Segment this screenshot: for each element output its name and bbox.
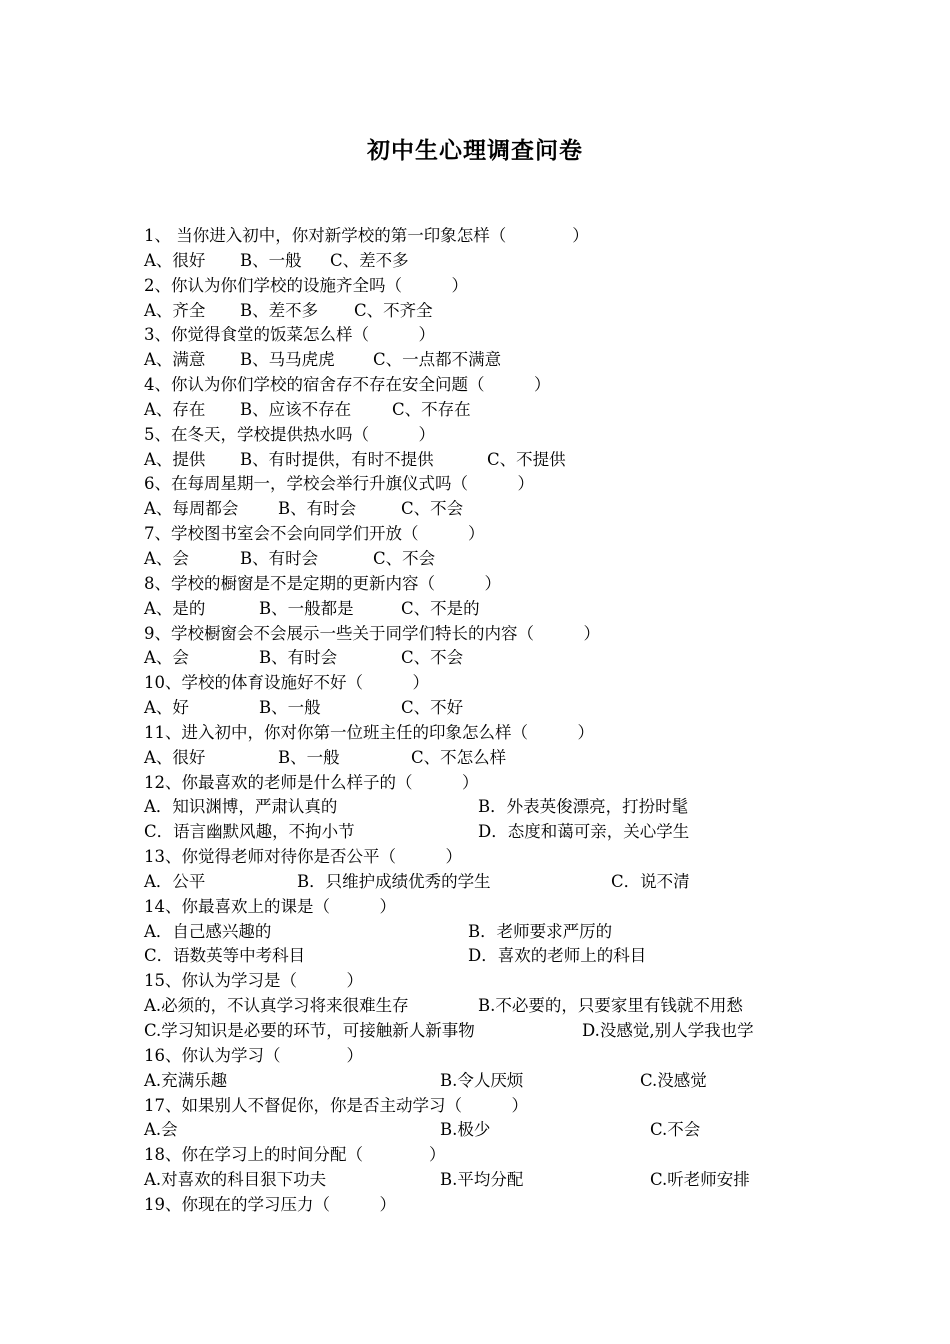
option-b: B、有时会 (240, 548, 319, 568)
option-c: C、不齐全 (354, 300, 433, 320)
option-b: B.极少 (440, 1120, 491, 1140)
option-a: A.充满乐趣 (144, 1070, 228, 1090)
option-c: C、一点都不满意 (373, 350, 502, 370)
option-a: A、会 (144, 548, 189, 568)
option-row (144, 497, 824, 522)
option-c: C.没感觉 (640, 1070, 707, 1090)
option-b: B、有时会 (278, 499, 357, 519)
option-d: D．态度和蔼可亲，关心学生 (478, 822, 690, 842)
option-d: D．喜欢的老师上的科目 (468, 946, 647, 966)
question-text: 12、你最喜欢的老师是什么样子的（ ） (144, 772, 479, 792)
option-row (144, 299, 824, 324)
option-c: C、不怎么样 (411, 747, 507, 767)
option-b: B.令人厌烦 (440, 1070, 524, 1090)
option-b: B、一般 (240, 250, 302, 270)
option-row (144, 1069, 824, 1094)
question-text: 2、你认为你们学校的设施齐全吗（ ） (144, 275, 468, 295)
option-row (144, 398, 824, 423)
option-b: B、有时提供，有时不提供 (240, 449, 434, 469)
option-b: B．老师要求严厉的 (468, 921, 613, 941)
option-c: C．语言幽默风趣，不拘小节 (144, 822, 355, 842)
question-text: 4、你认为你们学校的宿舍存不存在安全问题（ ） (144, 375, 551, 395)
question-text: 14、你最喜欢上的课是（ ） (144, 896, 396, 916)
option-b: B．只维护成绩优秀的学生 (297, 871, 491, 891)
option-b: B．外表英俊漂亮，打扮时髦 (478, 797, 689, 817)
option-row (144, 348, 824, 373)
document-title: 初中生心理调查问卷 (367, 138, 583, 164)
option-c: C.不会 (650, 1120, 701, 1140)
option-b: B.不必要的，只要家里有钱就不用愁 (478, 996, 743, 1016)
option-a: A、会 (144, 648, 189, 668)
option-c: C．说不清 (611, 871, 690, 891)
option-row (144, 1118, 824, 1143)
questionnaire-body (144, 224, 824, 1218)
option-b: B.平均分配 (440, 1170, 524, 1190)
option-row (144, 1019, 824, 1044)
option-c: C、不好 (401, 698, 464, 718)
option-row (144, 646, 824, 671)
option-a: A.必须的，不认真学习将来很难生存 (144, 996, 409, 1016)
option-a: A、很好 (144, 747, 206, 767)
question-text: 10、学校的体育设施好不好（ ） (144, 673, 429, 693)
question-text: 15、你认为学习是（ ） (144, 971, 363, 991)
option-b: B、差不多 (240, 300, 319, 320)
option-a: A.会 (144, 1120, 178, 1140)
option-a: A.对喜欢的科目狠下功夫 (144, 1170, 327, 1190)
option-c: C、不提供 (487, 449, 566, 469)
option-b: B、一般 (259, 698, 321, 718)
option-c: C、不会 (401, 499, 464, 519)
question-text: 17、如果别人不督促你，你是否主动学习（ ） (144, 1095, 528, 1115)
option-b: B、一般 (278, 747, 340, 767)
question-text: 18、你在学习上的时间分配（ ） (144, 1145, 446, 1165)
option-a: A、满意 (144, 350, 206, 370)
question-text: 19、你现在的学习压力（ ） (144, 1194, 396, 1214)
option-row (144, 795, 824, 820)
question-text: 1、 当你进入初中，你对新学校的第一印象怎样（ ） (144, 226, 589, 245)
option-row (144, 597, 824, 622)
option-b: B、有时会 (259, 648, 338, 668)
question-text: 5、在冬天，学校提供热水吗（ ） (144, 424, 435, 444)
option-a: A、很好 (144, 250, 206, 270)
option-a: A．公平 (144, 871, 206, 891)
question-text: 13、你觉得老师对待你是否公平（ ） (144, 847, 462, 867)
option-row (144, 696, 824, 721)
option-row (144, 547, 824, 572)
question-text: 11、进入初中，你对你第一位班主任的印象怎么样（ ） (144, 722, 594, 742)
option-c: C.听老师安排 (650, 1170, 750, 1190)
option-a: A、每周都会 (144, 499, 239, 519)
option-a: A．自己感兴趣的 (144, 921, 272, 941)
option-c: C、不会 (373, 548, 436, 568)
question-text: 8、学校的橱窗是不是定期的更新内容（ ） (144, 573, 501, 593)
question-text: 6、在每周星期一，学校会举行升旗仪式吗（ ） (144, 474, 534, 494)
option-a: A、是的 (144, 598, 206, 618)
option-row (144, 746, 824, 771)
option-row (144, 870, 824, 895)
option-a: A、存在 (144, 399, 206, 419)
option-a: A、提供 (144, 449, 206, 469)
option-c: C、不存在 (392, 399, 471, 419)
option-row (144, 249, 824, 274)
question-text: 3、你觉得食堂的饭菜怎么样（ ） (144, 325, 435, 345)
option-b: B、马马虎虎 (240, 350, 335, 370)
option-a: A、齐全 (144, 300, 206, 320)
question-text: 7、学校图书室会不会向同学们开放（ ） (144, 524, 485, 544)
option-b: B、一般都是 (259, 598, 354, 618)
option-a: A．知识渊博，严肃认真的 (144, 797, 338, 817)
option-row (144, 1168, 824, 1193)
option-a: A、好 (144, 698, 189, 718)
option-row (144, 448, 824, 473)
option-c: C、差不多 (330, 250, 409, 270)
question-text: 9、学校橱窗会不会展示一些关于同学们特长的内容（ ） (144, 623, 600, 643)
option-d: D.没感觉,别人学我也学 (582, 1021, 754, 1040)
option-row (144, 944, 824, 969)
option-c: C．语数英等中考科目 (144, 946, 306, 966)
option-row (144, 820, 824, 845)
option-row (144, 920, 824, 945)
option-c: C、不是的 (401, 598, 480, 618)
question-text: 16、你认为学习（ ） (144, 1045, 363, 1065)
option-c: C、不会 (401, 648, 464, 668)
option-row (144, 994, 824, 1019)
option-b: B、应该不存在 (240, 399, 352, 419)
option-c: C.学习知识是必要的环节，可接触新人新事物 (144, 1021, 475, 1040)
